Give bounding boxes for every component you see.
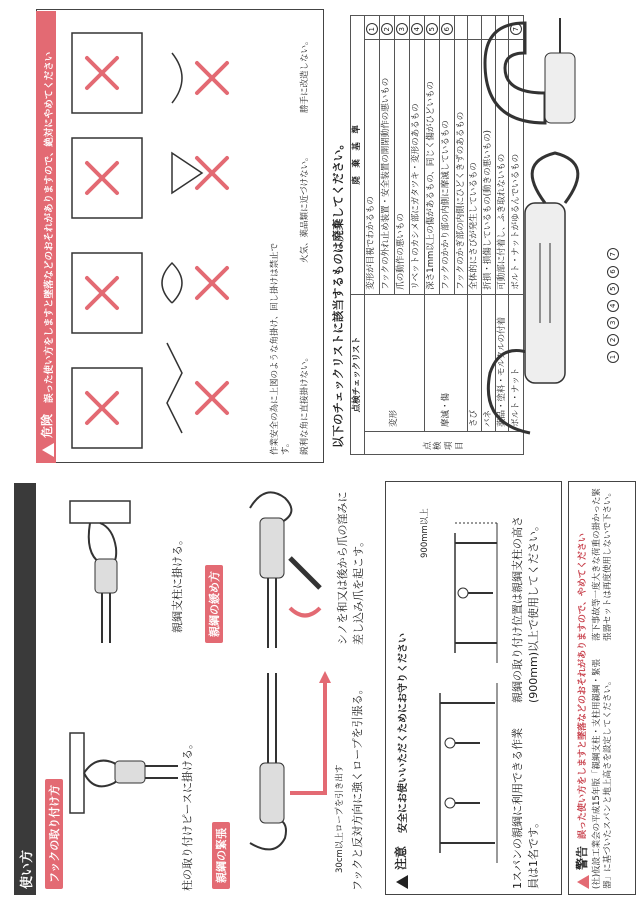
caution-text: 1スパンの親綱に利用できる作業員は1名です。 bbox=[511, 728, 540, 889]
part-number: 5 bbox=[607, 283, 619, 295]
tension-illustration bbox=[230, 663, 340, 863]
tension-label: 親綱の緊張 bbox=[212, 822, 230, 889]
tension-note: 30cm以上ロープを引き出す bbox=[335, 764, 345, 873]
caution-header: 注意 bbox=[392, 846, 409, 889]
checklist-row: ボルト・ナットがゆるんでいるもの bbox=[509, 40, 524, 295]
checklist-group: 変形 bbox=[364, 294, 424, 431]
danger-header: 危険 bbox=[38, 414, 55, 457]
part-number: 7 bbox=[607, 248, 619, 260]
caution-dimension: 900mm以上 bbox=[420, 508, 430, 558]
checklist-number: 4 bbox=[411, 23, 423, 35]
checklist-header-criteria: 廃 棄 基 準 bbox=[351, 16, 365, 295]
danger-caption-3: 火気、薬品類に近づけない。 bbox=[300, 152, 310, 263]
loosen-text: シノを和又は後から爪の窪みに差し込み爪を起こす。 bbox=[336, 491, 365, 645]
checklist-title: 以下のチェックリストに該当するものは廃棄してください。 bbox=[331, 138, 345, 448]
part-number: 6 bbox=[607, 266, 619, 278]
checklist-group: さび bbox=[468, 294, 482, 431]
checklist-number: 6 bbox=[441, 23, 453, 35]
hook-attach-illustration bbox=[60, 693, 180, 833]
checklist-group: バネ bbox=[481, 294, 495, 431]
checklist-row: 折損・損傷しているもの(動きの悪いもの) bbox=[481, 40, 495, 295]
part-number: 3 bbox=[607, 317, 619, 329]
checklist-row: 爪の動作の悪いもの bbox=[394, 40, 409, 295]
checklist-number: 5 bbox=[426, 23, 438, 35]
danger-subtitle: 誤った使い方をしますと墜落などのおそれがありますので、絶対にやめてください bbox=[44, 51, 55, 403]
checklist-row: フックのかぎ部の内側にひどくきずのあるもの bbox=[454, 40, 468, 295]
part-number-labels bbox=[600, 248, 619, 363]
parts-diagram-hook bbox=[470, 13, 620, 143]
part-number: 2 bbox=[607, 334, 619, 346]
warning-header: 警告 bbox=[573, 846, 590, 889]
danger-caption-1: 作業安全の為に上図のような角掛け、回し掛けは禁止です。 bbox=[270, 242, 292, 455]
usage-title-bar bbox=[14, 483, 36, 895]
checklist-row: フックのかかり部の内側に摩滅しているもの bbox=[439, 40, 454, 295]
hook-attach-text: 柱の取り付けピースに掛ける。 bbox=[181, 737, 194, 891]
warning-text: (社)仮設工業会の平成15年版「親綱支柱・支柱用親綱・緊張器」に基づいたスパンと地上高さを設定してください。 bbox=[592, 659, 614, 889]
checklist-row: 深さ1mm以上の傷があるもの、同じく傷がひどいもの bbox=[424, 40, 439, 295]
loosen-illustration bbox=[230, 488, 330, 648]
checklist-group: 薬品・塗料・モルタルの付着 bbox=[495, 294, 509, 431]
caution-subtitle: 安全にお使いいただくためにお守りください bbox=[398, 633, 409, 833]
danger-caption-2: 鋭利な角に直接掛けない。 bbox=[300, 352, 310, 455]
checklist-row: フックの外れ止め装置・安全装置の開閉動作の悪いもの bbox=[379, 40, 394, 295]
checklist-row: 変形が目視でわかるもの bbox=[364, 40, 379, 295]
checklist-number: 7 bbox=[510, 23, 522, 35]
part-number: 4 bbox=[607, 300, 619, 312]
checklist-group: ボルト・ナット bbox=[509, 294, 524, 431]
warning-subtitle: 誤った使い方をしますと墜落などのおそれがありますので、やめてください bbox=[578, 533, 588, 839]
checklist-number: 1 bbox=[366, 23, 378, 35]
danger-illustrations bbox=[62, 13, 262, 453]
checklist-group: 摩滅・傷 bbox=[424, 294, 468, 431]
pole-hook-text: 親綱支柱に掛ける。 bbox=[171, 534, 184, 633]
loosen-label: 親綱の緩め方 bbox=[205, 565, 223, 643]
warning-triangle-icon bbox=[396, 875, 408, 889]
warning-triangle-icon bbox=[577, 875, 589, 889]
checklist-number: 3 bbox=[396, 23, 408, 35]
caution-text-2: 親綱の取り付け位置は親綱支柱の高さ(900mm)以上で使用してください。 bbox=[511, 516, 540, 703]
tension-text: フックと反対方向に強くロープを引張る。 bbox=[351, 683, 364, 891]
checklist-number: 2 bbox=[381, 23, 393, 35]
checklist-row: 全体的にさびが発生しているもの bbox=[468, 40, 482, 295]
hook-attach-label: フックの取り付け方 bbox=[45, 779, 63, 889]
pole-hook-illustration bbox=[60, 493, 170, 643]
usage-title: 使い方 bbox=[20, 849, 35, 889]
warning-triangle-icon bbox=[42, 443, 54, 457]
checklist-row: リベットのカシメ部にガタツキ・変形のあるもの bbox=[409, 40, 424, 295]
checklist-side-label: 点検項目 bbox=[364, 432, 524, 455]
warning-text-2: 落下事故等一度大きな荷重の掛かった緊張器セットは再度使用しないで下さい。 bbox=[592, 487, 614, 641]
part-number: 1 bbox=[607, 351, 619, 363]
checklist-header-item: 点検チェックリスト bbox=[351, 294, 365, 454]
checklist-row: 可動部に付着し、ふき取れないもの bbox=[495, 40, 509, 295]
parts-diagram-main bbox=[470, 143, 620, 443]
danger-caption-4: 勝手に改造しない。 bbox=[300, 36, 310, 113]
